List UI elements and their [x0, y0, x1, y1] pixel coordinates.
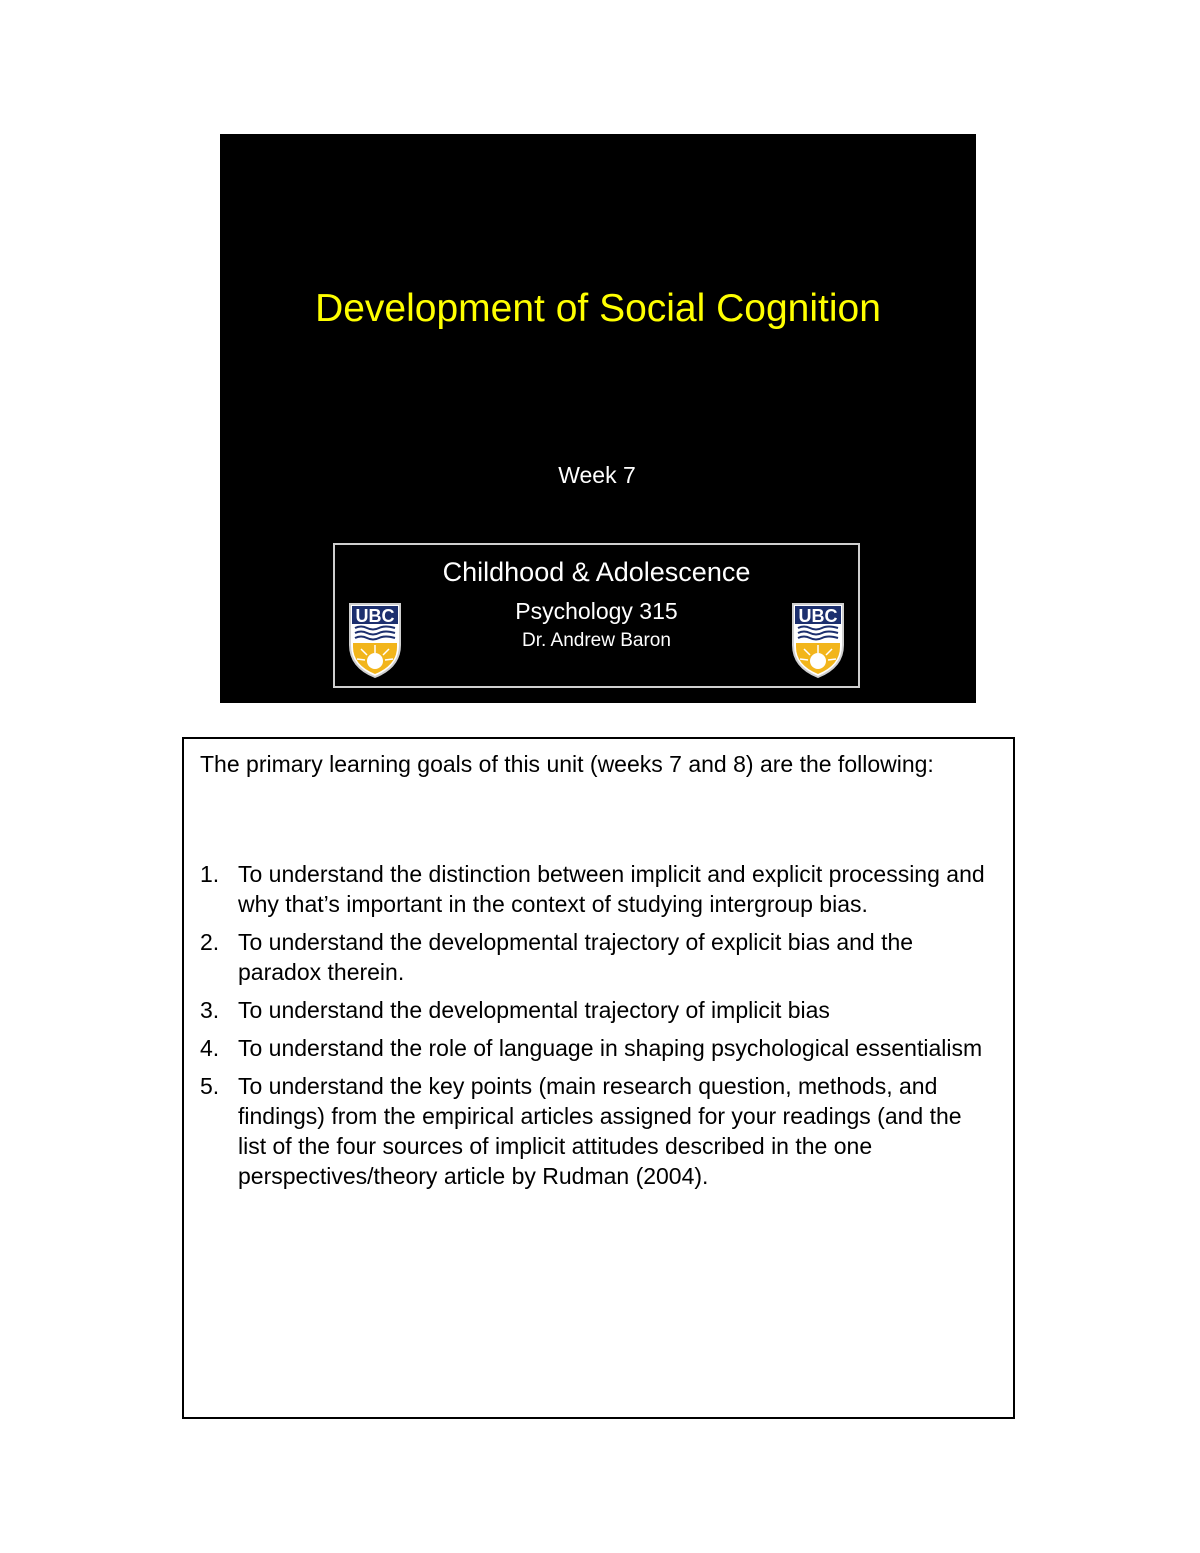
learning-goals-list — [200, 859, 990, 1199]
list-item-text: To understand the role of language in shaping psychological essentialism — [238, 1035, 983, 1061]
list-item — [200, 1033, 990, 1063]
slide-week-label: Week 7 — [558, 462, 636, 488]
list-item-text: To understand the distinction between implicit and explicit processing and why that’s important in the context of studying intergroup bias. — [238, 861, 985, 917]
list-item-number: 5. — [200, 1073, 220, 1099]
crest-logo-text: UBC — [798, 606, 838, 626]
list-item-text: To understand the developmental trajectory of explicit bias and the paradox therein. — [238, 929, 914, 985]
list-item-number: 3. — [200, 997, 220, 1023]
course-name: Childhood & Adolescence — [442, 557, 751, 587]
list-item — [200, 1071, 990, 1191]
list-item-number: 2. — [200, 929, 220, 955]
list-item — [200, 995, 990, 1025]
learning-goals-intro: The primary learning goals of this unit (weeks 7 and 8) are the following: — [200, 751, 934, 777]
ubc-crest-logo-right — [790, 601, 846, 679]
list-item — [200, 859, 990, 919]
instructor-name: Dr. Andrew Baron — [522, 630, 671, 651]
slide-title: Development of Social Cognition — [315, 287, 881, 330]
list-item — [200, 927, 990, 987]
title-slide — [220, 134, 976, 703]
learning-goals-box — [182, 737, 1015, 1419]
crest-logo-text: UBC — [355, 606, 395, 626]
list-item-number: 4. — [200, 1035, 220, 1061]
list-item-number: 1. — [200, 861, 220, 887]
course-code: Psychology 315 — [515, 598, 678, 624]
list-item-text: To understand the developmental trajectory of implicit bias — [238, 997, 830, 1023]
list-item-text: To understand the key points (main research question, methods, and findings) from the empirical articles assigned for your readings (and the list of the four sources of implicit attitudes described in the one perspectives/theory article by Rudman (2004). — [238, 1073, 962, 1189]
course-info-box — [333, 543, 860, 688]
